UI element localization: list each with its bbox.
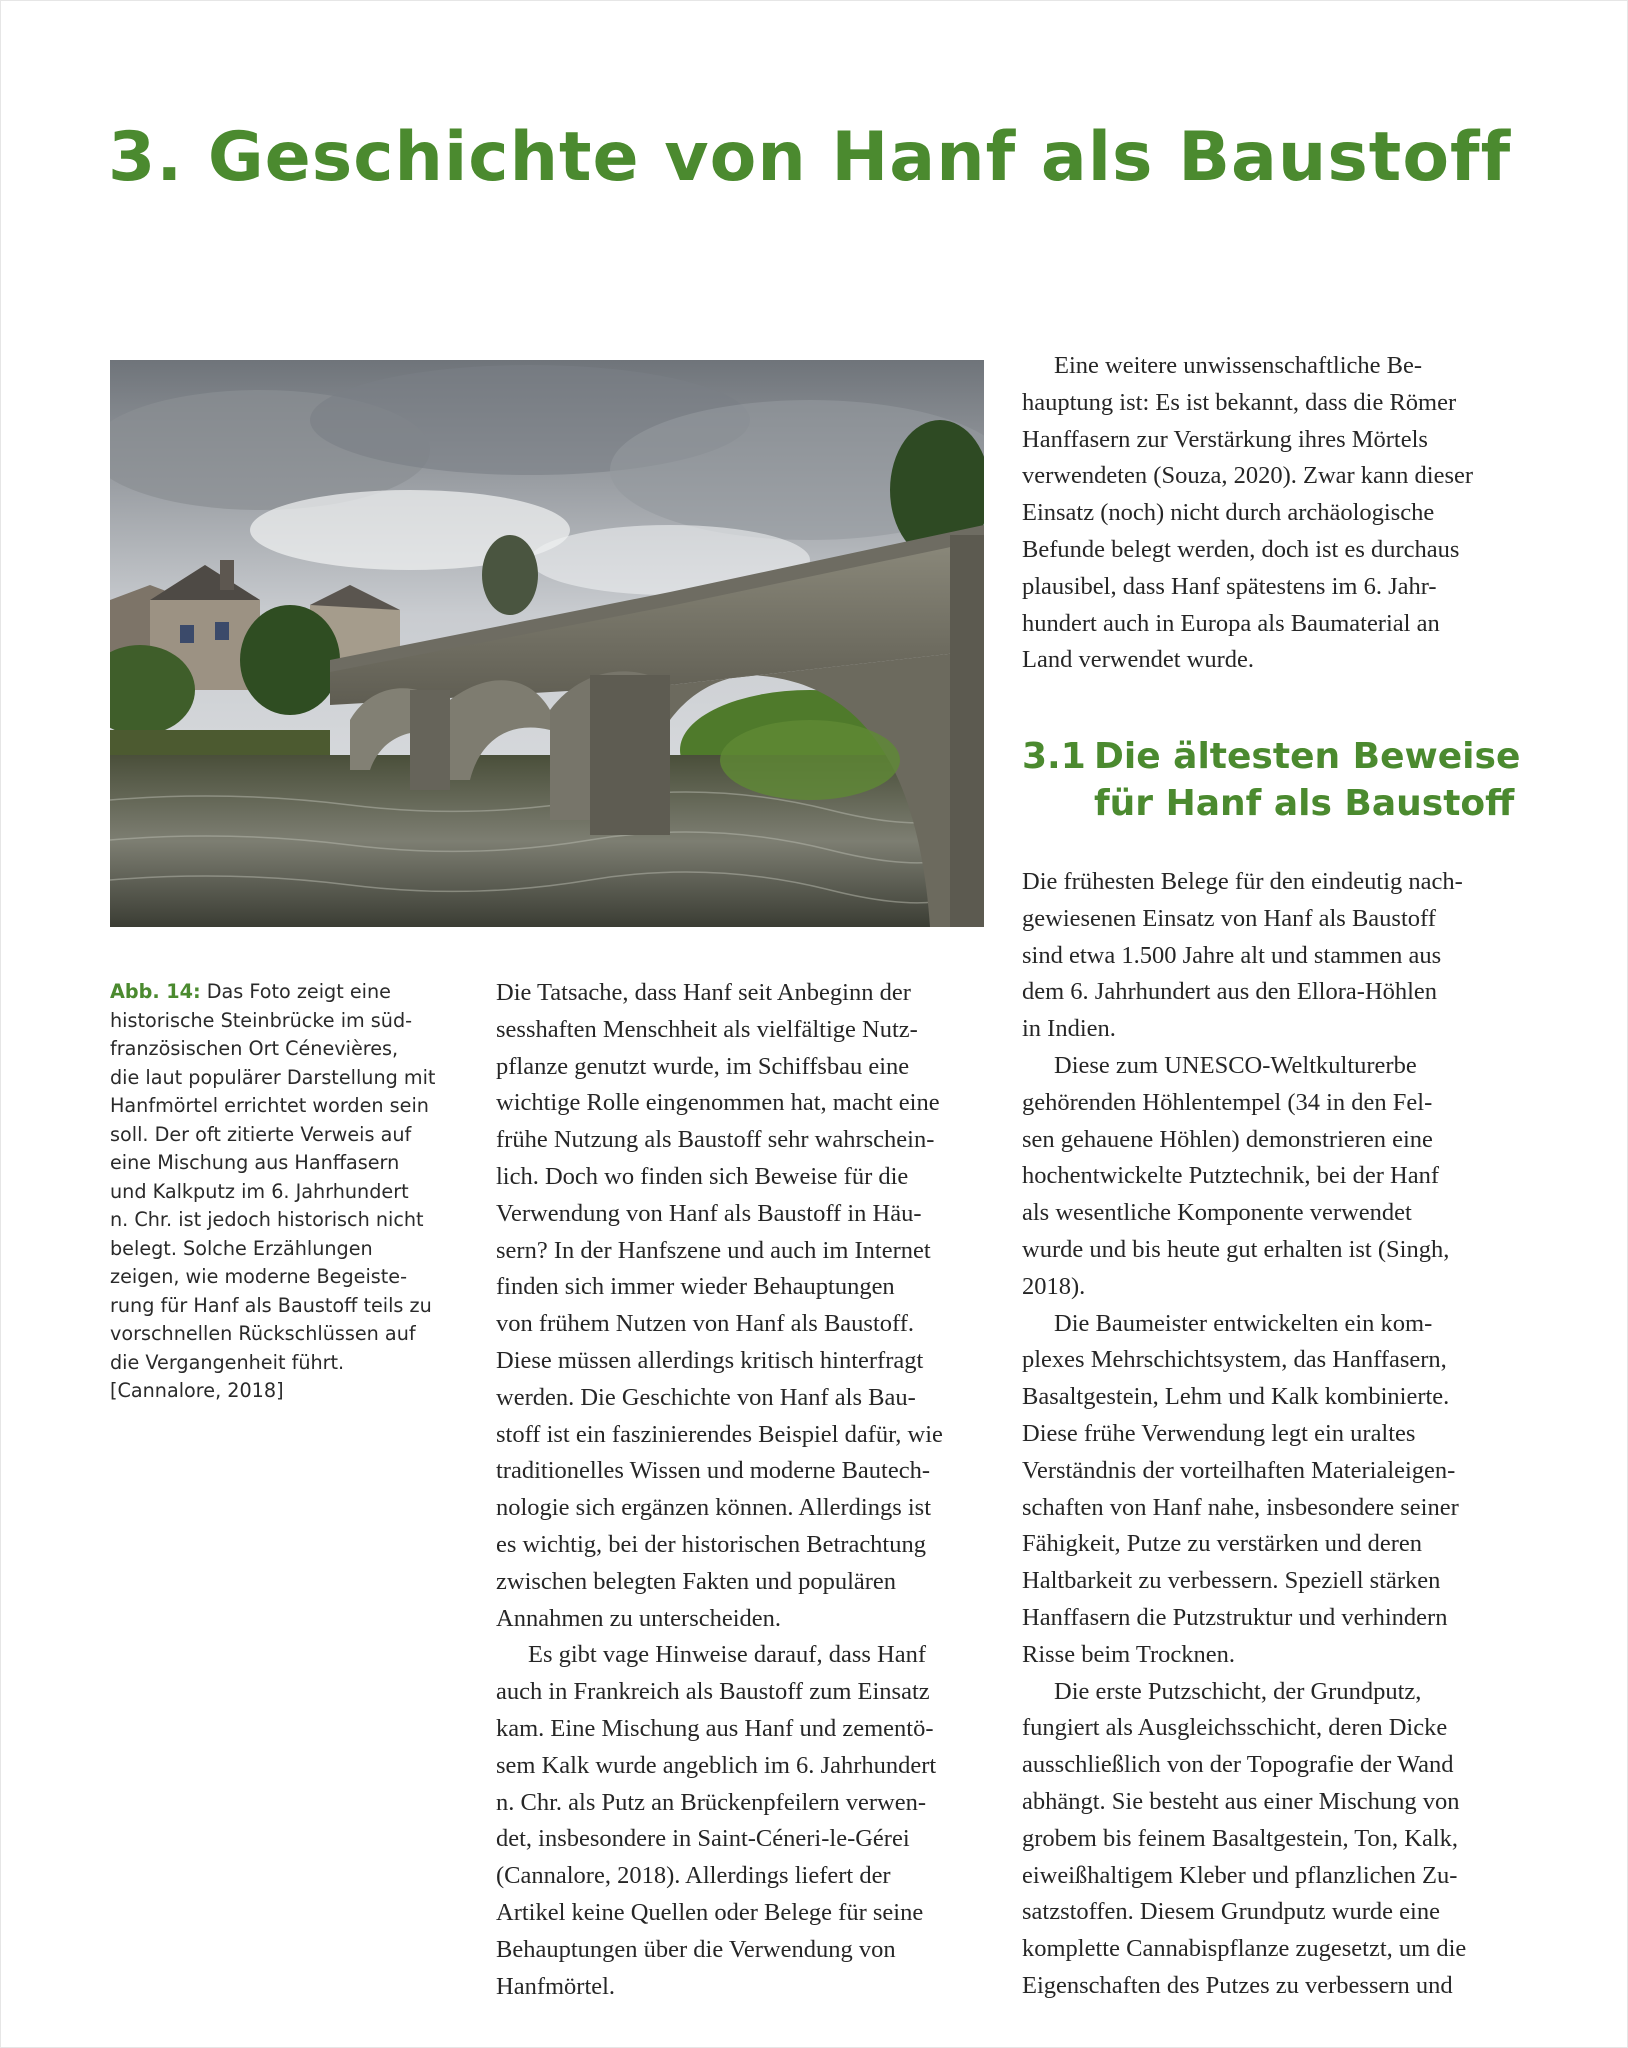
bridge-photo (110, 360, 984, 927)
middle-column (496, 975, 994, 2005)
paragraph: Die Tatsache, dass Hanf seit Anbeginn der sesshaften Menschheit als vielfältige Nutz- pflanze genutzt wurde, im Schiffsbau eine wichtige Rolle eingenommen hat, macht eine frühe Nutzung als Baustoff sehr wahrschein- lich. Doch wo finden sich Beweise für die Verwendung von Hanf als Baustoff in Häu- sern? In der Hanfszene und auch im Internet finden sich immer wieder Behauptungen von frühem Nutzen von Hanf als Baustoff. Diese müssen allerdings kritisch hinterfragt werden. Die Geschichte von Hanf als Bau- stoff ist ein faszinierendes Beispiel dafür, wie traditionelles Wissen und moderne Bautech- nologie sich ergänzen können. Allerdings ist es wichtig, bei der historischen Betrachtung zwischen belegten Fakten und populären Annahmen zu unterscheiden. (496, 979, 943, 1632)
paragraph: Diese zum UNESCO-Weltkulturerbe gehörenden Höhlentempel (34 in den Fel- sen gehauene Höhlen) demonstrieren eine hochentwickelte Putztechnik, bei der Hanf als wesentliche Komponente verwendet wurde und bis heute gut erhalten ist (Singh, 2018). (1022, 1051, 1450, 1300)
figure-caption: Abb. 14: Das Foto zeigt eine historische Steinbrücke im süd- französischen Ort Cénevières, die laut populärer Darstellung mit Hanfmörtel errichtet worden sein soll. Der oft zitierte Verweis auf eine Mischung aus Hanffasern und Kalkputz im 6. Jahrhundert n. Chr. ist jedoch historisch nicht belegt. Solche Erzählungen zeigen, wie moderne Begeiste- rung für Hanf als Baustoff teils zu vorschnellen Rückschlüssen auf die Vergangenheit führt. [Cannalore, 2018] (110, 980, 436, 1402)
chapter-title: 3. Geschichte von Hanf als Baustoff (108, 118, 1512, 197)
paragraph: Die Baumeister entwickelten ein kom- plexes Mehrschichtsystem, das Hanffasern, Basaltgestein, Lehm und Kalk kombinierte. Diese frühe Verwendung legt ein uraltes Verständnis der vorteilhaften Materialeigen- schaften von Hanf nahe, insbesondere seiner Fähigkeit, Putze zu verstärken und deren Haltbarkeit zu verbessern. Speziell stärken Hanffasern die Putzstruktur und verhindern Risse beim Trocknen. (1022, 1309, 1459, 1668)
paragraph: Eine weitere unwissenschaftliche Be- hauptung ist: Es ist bekannt, dass die Römer Hanffasern zur Verstärkung ihres Mörtels verwendeten (Souza, 2020). Zwar kann dieser Einsatz (noch) nicht durch archäologische Befunde belegt werden, doch ist es durchaus plausibel, dass Hanf spätestens im 6. Jahr- hundert auch in Europa als Baumaterial an Land verwendet wurde. (1022, 352, 1474, 674)
paragraph: Die erste Putzschicht, der Grundputz, fungiert als Ausgleichsschicht, deren Dicke ausschließlich von der Topografie der Wand abhängt. Sie besteht aus einer Mischung von grobem bis feinem Basaltgestein, Ton, Kalk, eiweißhaltigem Kleber und pflanzlichen Zu- satzstoffen. Diesem Grundputz wurde eine komplette Cannabispflanze zugesetzt, um die Eigenschaften des Putzes zu verbessern und (1022, 1677, 1467, 1999)
section-title-line2: für Hanf als Baustoff (1094, 783, 1515, 824)
right-column-body (1022, 864, 1522, 2005)
section-number: 3.1 (1022, 736, 1086, 777)
section-title-line1: Die ältesten Beweise (1094, 736, 1521, 777)
right-column-intro (1022, 348, 1522, 679)
stone-bridge-illustration (110, 360, 984, 927)
figure-label: Abb. 14: (110, 980, 201, 1003)
paragraph: Es gibt vage Hinweise darauf, dass Hanf auch in Frankreich als Baustoff zum Einsatz kam. Eine Mischung aus Hanf und zementö- sem Kalk wurde angeblich im 6. Jahrhundert n. Chr. als Putz an Brückenpfeilern verwen- det, insbesondere in Saint-Céneri-le-Gérei (Cannalore, 2018). Allerdings liefert der Artikel keine Quellen oder Belege für seine Behauptungen über die Verwendung von Hanfmörtel. (496, 1641, 937, 2000)
paragraph: Die frühesten Belege für den eindeutig nach- gewiesenen Einsatz von Hanf als Baustoff sind etwa 1.500 Jahre alt und stammen aus dem 6. Jahrhundert aus den Ellora-Höhlen in Indien. (1022, 868, 1463, 1043)
section-heading (1022, 733, 1520, 827)
